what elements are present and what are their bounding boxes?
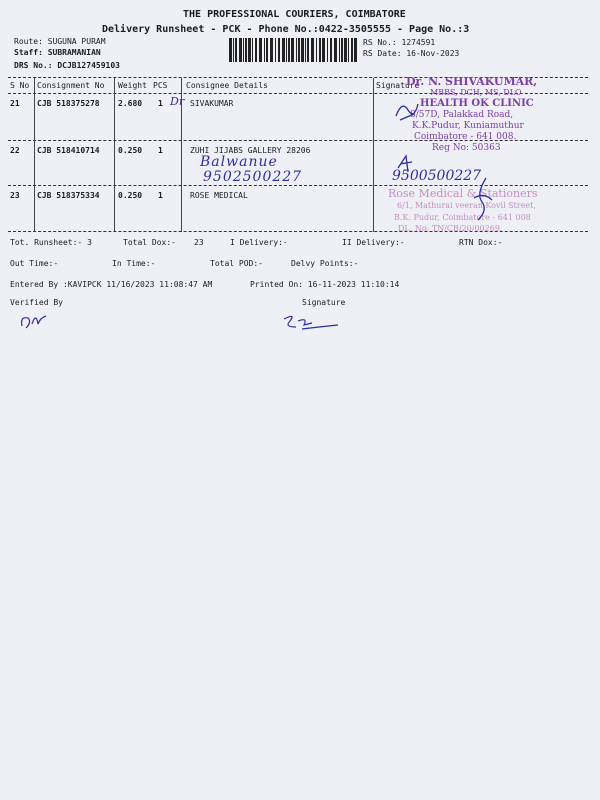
total-dox-value: 23 (194, 238, 204, 247)
col-signature: Signature (376, 81, 420, 90)
total-pod: Total POD:- (210, 259, 263, 268)
row-weight: 2.680 (118, 99, 143, 108)
row-sno: 21 (10, 99, 20, 108)
stamp-line: DL. No: TN/CB/20/00269. (398, 224, 503, 233)
delvy-points: Delvy Points:- (291, 259, 359, 268)
handwritten-prefix: Dr (170, 95, 185, 108)
col-divider (34, 78, 35, 232)
stamp-line: B.K. Pudur, Coimbatore - 641 008 (394, 213, 531, 222)
barcode (229, 38, 357, 62)
col-divider (373, 78, 374, 232)
row-pcs: 1 (158, 191, 163, 200)
runsheet-subtitle: Delivery Runsheet - PCK - Phone No.:0422-3505555 - Page No.:3 (102, 24, 470, 35)
stamp-line: 6/1, Mathurai veeran Kovil Street, (397, 201, 536, 210)
signature-scribble (468, 176, 498, 224)
drs-number: DRS No.: DCJB127459103 (14, 61, 120, 70)
row-weight: 0.250 (118, 146, 143, 155)
company-title: THE PROFESSIONAL COURIERS, COIMBATORE (183, 9, 406, 20)
handwritten-sig-phone: 9500500227 (392, 168, 482, 184)
rs-date: RS Date: 16-Nov-2023 (363, 49, 460, 58)
route-label: Route: SUGUNA PURAM (14, 37, 106, 46)
col-weight: Weight (118, 81, 147, 90)
row-consignee: ROSE MEDICAL (190, 191, 248, 200)
row-rule (8, 185, 588, 186)
entered-by: Entered By :KAVIPCK 11/16/2023 11:08:47 AM (10, 280, 213, 289)
verifier-signature (18, 308, 52, 332)
col-consignee: Consignee Details (186, 81, 268, 90)
stamp-line: MBBS, DCH, MS, DLO (430, 88, 522, 97)
stamp-line: Dr. N. SHIVAKUMAR, (406, 75, 538, 88)
col-sno: S No (10, 81, 30, 90)
row-consignment: CJB 518375278 (37, 99, 100, 108)
stamp-line: HEALTH OK CLINIC (420, 98, 534, 109)
total-runsheet: Tot. Runsheet:- 3 (10, 238, 92, 247)
row-weight: 0.250 (118, 191, 143, 200)
verified-by-label: Verified By (10, 298, 63, 307)
signature-scribble (392, 96, 422, 126)
col-divider (114, 78, 115, 232)
stamp-line: Rose Medical & Stationers (388, 187, 538, 200)
row-consignment: CJB 518410714 (37, 146, 100, 155)
printed-on: Printed On: 16-11-2023 11:10:14 (250, 280, 400, 289)
rs-number: RS No.: 1274591 (363, 38, 436, 47)
handwritten-name: Balwanue (200, 154, 278, 170)
row-sno: 23 (10, 191, 20, 200)
ii-delivery: II Delivery:- (342, 238, 405, 247)
rtn-dox: RTN Dox:- (459, 238, 503, 247)
stamp-line: Coimbatore - 641 008. (414, 132, 517, 142)
total-dox-label: Total Dox:- (123, 238, 176, 247)
i-delivery: I Delivery:- (230, 238, 288, 247)
col-consignment: Consignment No (37, 81, 105, 90)
handwritten-phone: 9502500227 (203, 169, 303, 185)
col-pcs: PCS (153, 81, 168, 90)
row-consignment: CJB 518375334 (37, 191, 100, 200)
in-time: In Time:- (112, 259, 156, 268)
row-sno: 22 (10, 146, 20, 155)
row-consignee: ZUHI JIJABS GALLERY 28206 (190, 146, 311, 155)
row-pcs: 1 (158, 146, 163, 155)
staff-signature (282, 313, 342, 333)
signature-label: Signature (302, 298, 346, 307)
stamp-line: 8/57D, Palakkad Road, (410, 110, 514, 120)
staff-label: Staff: SUBRAMANIAN (14, 48, 101, 57)
row-consignee: SIVAKUMAR (190, 99, 234, 108)
stamp-line: K.K.Pudur, Kuniamuthur (412, 121, 524, 131)
signature-scribble (394, 152, 418, 176)
stamp-line: Reg No: 50363 (432, 143, 501, 153)
out-time: Out Time:- (10, 259, 59, 268)
row-pcs: 1 (158, 99, 163, 108)
